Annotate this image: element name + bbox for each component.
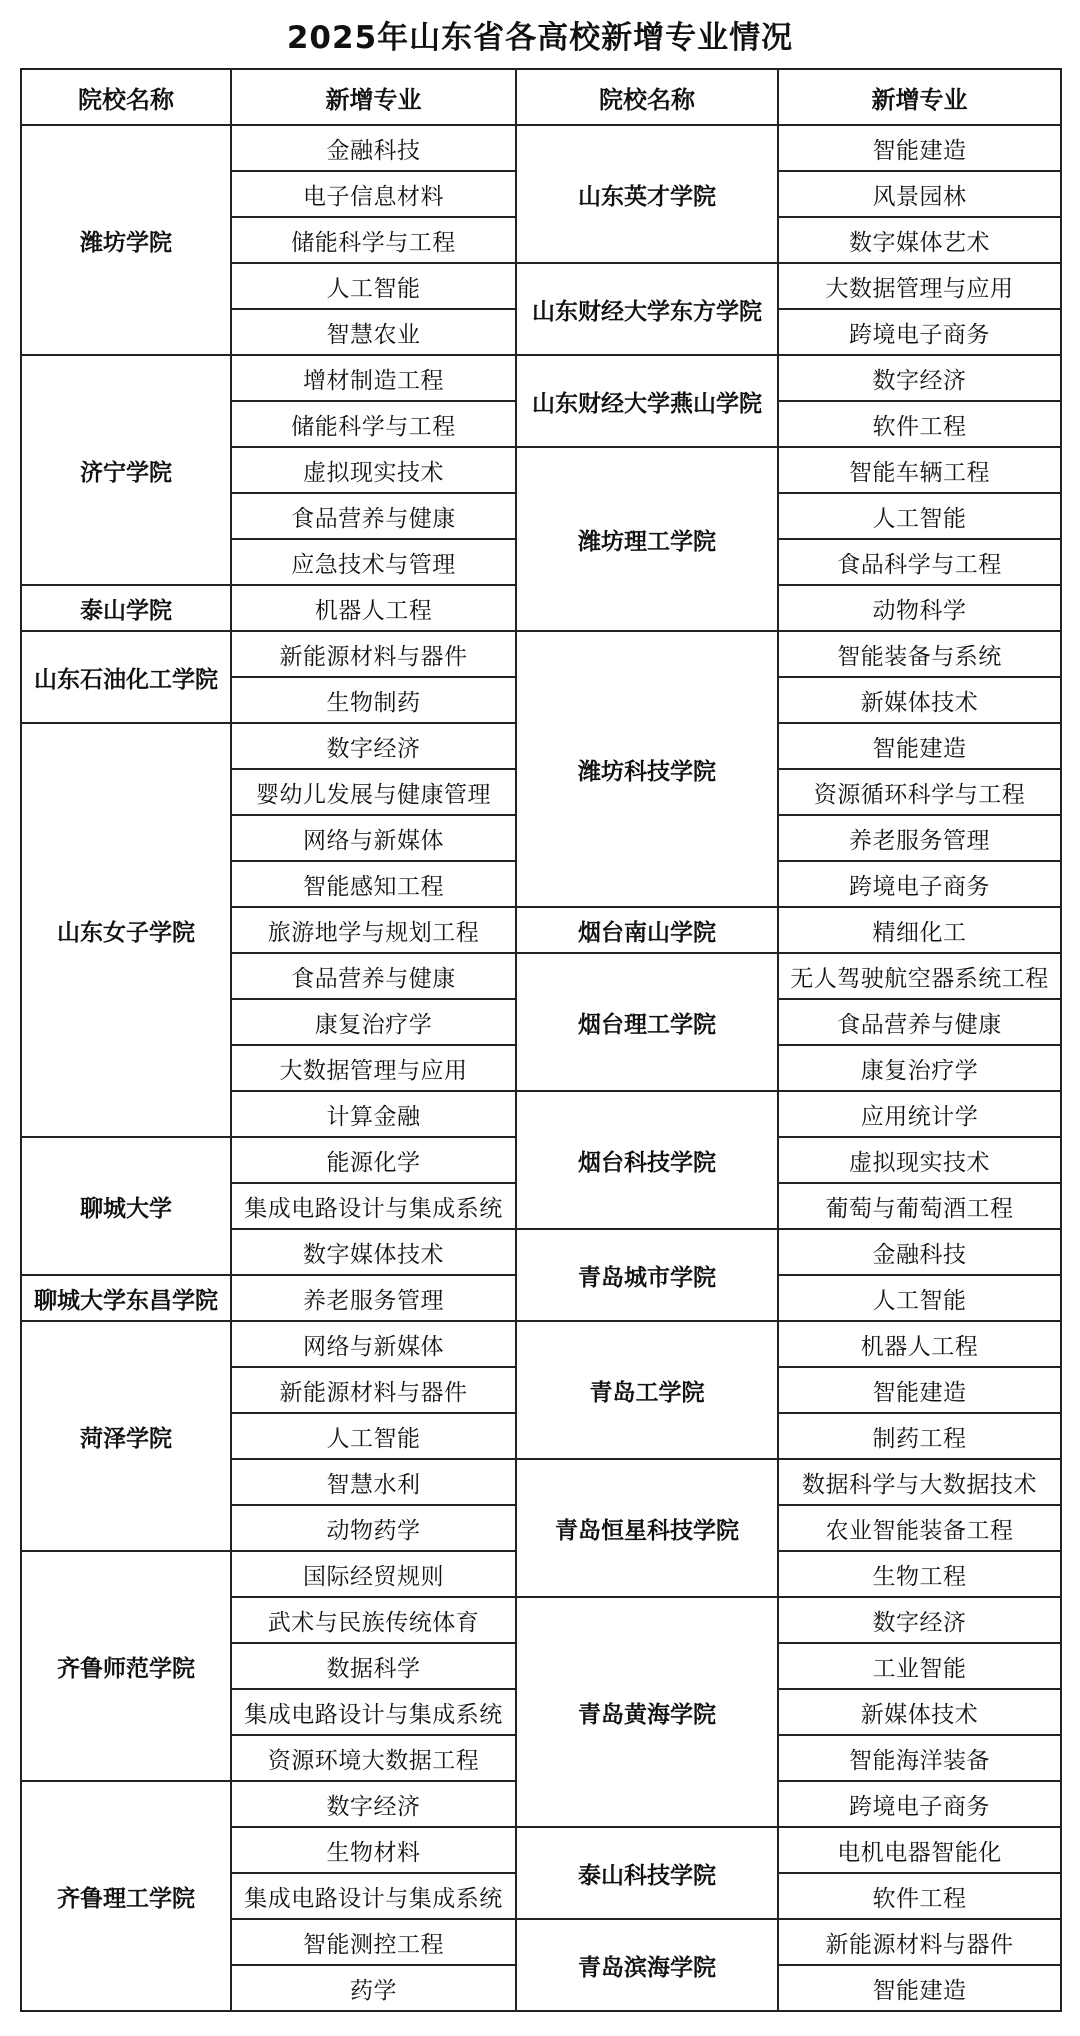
major-name-right: 制药工程 [778,1413,1061,1459]
major-name-right: 新能源材料与器件 [778,1919,1061,1965]
major-name-left: 大数据管理与应用 [231,1045,516,1091]
major-name-left: 智能感知工程 [231,861,516,907]
school-name-right: 山东财经大学东方学院 [516,263,778,355]
major-name-left: 食品营养与健康 [231,493,516,539]
major-name-left: 数据科学 [231,1643,516,1689]
school-name-left: 山东石油化工学院 [21,631,231,723]
table-row [21,355,1061,401]
school-name-right: 烟台科技学院 [516,1091,778,1229]
major-name-left: 数字经济 [231,1781,516,1827]
major-name-left: 储能科学与工程 [231,217,516,263]
major-name-left: 养老服务管理 [231,1275,516,1321]
major-name-right: 虚拟现实技术 [778,1137,1061,1183]
school-name-left: 菏泽学院 [21,1321,231,1551]
major-name-right: 精细化工 [778,907,1061,953]
major-name-right: 葡萄与葡萄酒工程 [778,1183,1061,1229]
school-name-left: 聊城大学东昌学院 [21,1275,231,1321]
major-name-right: 软件工程 [778,1873,1061,1919]
major-name-left: 金融科技 [231,125,516,171]
major-name-left: 人工智能 [231,263,516,309]
major-name-right: 农业智能装备工程 [778,1505,1061,1551]
major-name-right: 新媒体技术 [778,677,1061,723]
major-name-right: 无人驾驶航空器系统工程 [778,953,1061,999]
major-name-right: 人工智能 [778,493,1061,539]
major-name-left: 新能源材料与器件 [231,631,516,677]
table-row [21,1321,1061,1367]
major-name-left: 生物材料 [231,1827,516,1873]
major-name-right: 智能建造 [778,1965,1061,2011]
major-name-left: 应急技术与管理 [231,539,516,585]
major-name-right: 食品营养与健康 [778,999,1061,1045]
major-name-left: 网络与新媒体 [231,815,516,861]
header-major-right: 新增专业 [778,69,1061,125]
major-name-right: 智能车辆工程 [778,447,1061,493]
major-name-left: 集成电路设计与集成系统 [231,1689,516,1735]
school-name-right: 烟台南山学院 [516,907,778,953]
major-name-left: 旅游地学与规划工程 [231,907,516,953]
major-name-left: 数字经济 [231,723,516,769]
school-name-right: 青岛工学院 [516,1321,778,1459]
school-name-right: 青岛黄海学院 [516,1597,778,1827]
major-name-left: 集成电路设计与集成系统 [231,1183,516,1229]
major-name-right: 智能建造 [778,125,1061,171]
major-name-right: 数字经济 [778,355,1061,401]
table-row [21,631,1061,677]
page-title: 2025年山东省各高校新增专业情况 [286,19,794,56]
major-name-right: 工业智能 [778,1643,1061,1689]
major-name-left: 智能测控工程 [231,1919,516,1965]
major-name-right: 跨境电子商务 [778,309,1061,355]
table-row [21,125,1061,171]
school-name-right: 泰山科技学院 [516,1827,778,1919]
major-name-left: 智慧水利 [231,1459,516,1505]
major-name-left: 国际经贸规则 [231,1551,516,1597]
school-name-left: 山东女子学院 [21,723,231,1137]
major-name-right: 数字经济 [778,1597,1061,1643]
major-name-left: 食品营养与健康 [231,953,516,999]
school-name-right: 烟台理工学院 [516,953,778,1091]
major-name-left: 能源化学 [231,1137,516,1183]
major-name-left: 婴幼儿发展与健康管理 [231,769,516,815]
major-name-left: 新能源材料与器件 [231,1367,516,1413]
major-name-left: 虚拟现实技术 [231,447,516,493]
major-name-left: 生物制药 [231,677,516,723]
major-name-left: 网络与新媒体 [231,1321,516,1367]
header-school-left: 院校名称 [21,69,231,125]
major-name-right: 机器人工程 [778,1321,1061,1367]
major-name-right: 生物工程 [778,1551,1061,1597]
major-name-right: 数字媒体艺术 [778,217,1061,263]
major-name-left: 人工智能 [231,1413,516,1459]
major-name-right: 跨境电子商务 [778,861,1061,907]
school-name-right: 青岛恒星科技学院 [516,1459,778,1597]
major-name-right: 资源循环科学与工程 [778,769,1061,815]
school-name-right: 山东财经大学燕山学院 [516,355,778,447]
school-name-left: 济宁学院 [21,355,231,585]
major-name-left: 电子信息材料 [231,171,516,217]
header-row [21,69,1061,125]
major-name-right: 动物科学 [778,585,1061,631]
major-name-right: 智能建造 [778,1367,1061,1413]
major-name-right: 康复治疗学 [778,1045,1061,1091]
major-name-right: 应用统计学 [778,1091,1061,1137]
school-name-right: 青岛城市学院 [516,1229,778,1321]
major-name-right: 软件工程 [778,401,1061,447]
major-name-right: 电机电器智能化 [778,1827,1061,1873]
major-name-right: 新媒体技术 [778,1689,1061,1735]
majors-table [20,68,1062,2012]
school-name-left: 潍坊学院 [21,125,231,355]
major-name-left: 机器人工程 [231,585,516,631]
table-body [21,125,1061,2011]
major-name-right: 智能装备与系统 [778,631,1061,677]
school-name-right: 潍坊科技学院 [516,631,778,907]
school-name-right: 山东英才学院 [516,125,778,263]
major-name-left: 计算金融 [231,1091,516,1137]
major-name-left: 储能科学与工程 [231,401,516,447]
major-name-right: 数据科学与大数据技术 [778,1459,1061,1505]
school-name-left: 齐鲁师范学院 [21,1551,231,1781]
header-school-right: 院校名称 [516,69,778,125]
major-name-left: 智慧农业 [231,309,516,355]
major-name-left: 增材制造工程 [231,355,516,401]
school-name-left: 泰山学院 [21,585,231,631]
major-name-right: 养老服务管理 [778,815,1061,861]
header-major-left: 新增专业 [231,69,516,125]
school-name-left: 齐鲁理工学院 [21,1781,231,2011]
major-name-right: 智能海洋装备 [778,1735,1061,1781]
major-name-left: 武术与民族传统体育 [231,1597,516,1643]
major-name-left: 资源环境大数据工程 [231,1735,516,1781]
major-name-left: 药学 [231,1965,516,2011]
major-name-left: 康复治疗学 [231,999,516,1045]
major-name-right: 食品科学与工程 [778,539,1061,585]
school-name-left: 聊城大学 [21,1137,231,1275]
major-name-right: 人工智能 [778,1275,1061,1321]
major-name-left: 动物药学 [231,1505,516,1551]
school-name-right: 潍坊理工学院 [516,447,778,631]
major-name-left: 集成电路设计与集成系统 [231,1873,516,1919]
major-name-right: 金融科技 [778,1229,1061,1275]
major-name-left: 数字媒体技术 [231,1229,516,1275]
major-name-right: 大数据管理与应用 [778,263,1061,309]
major-name-right: 智能建造 [778,723,1061,769]
school-name-right: 青岛滨海学院 [516,1919,778,2011]
major-name-right: 跨境电子商务 [778,1781,1061,1827]
major-name-right: 风景园林 [778,171,1061,217]
